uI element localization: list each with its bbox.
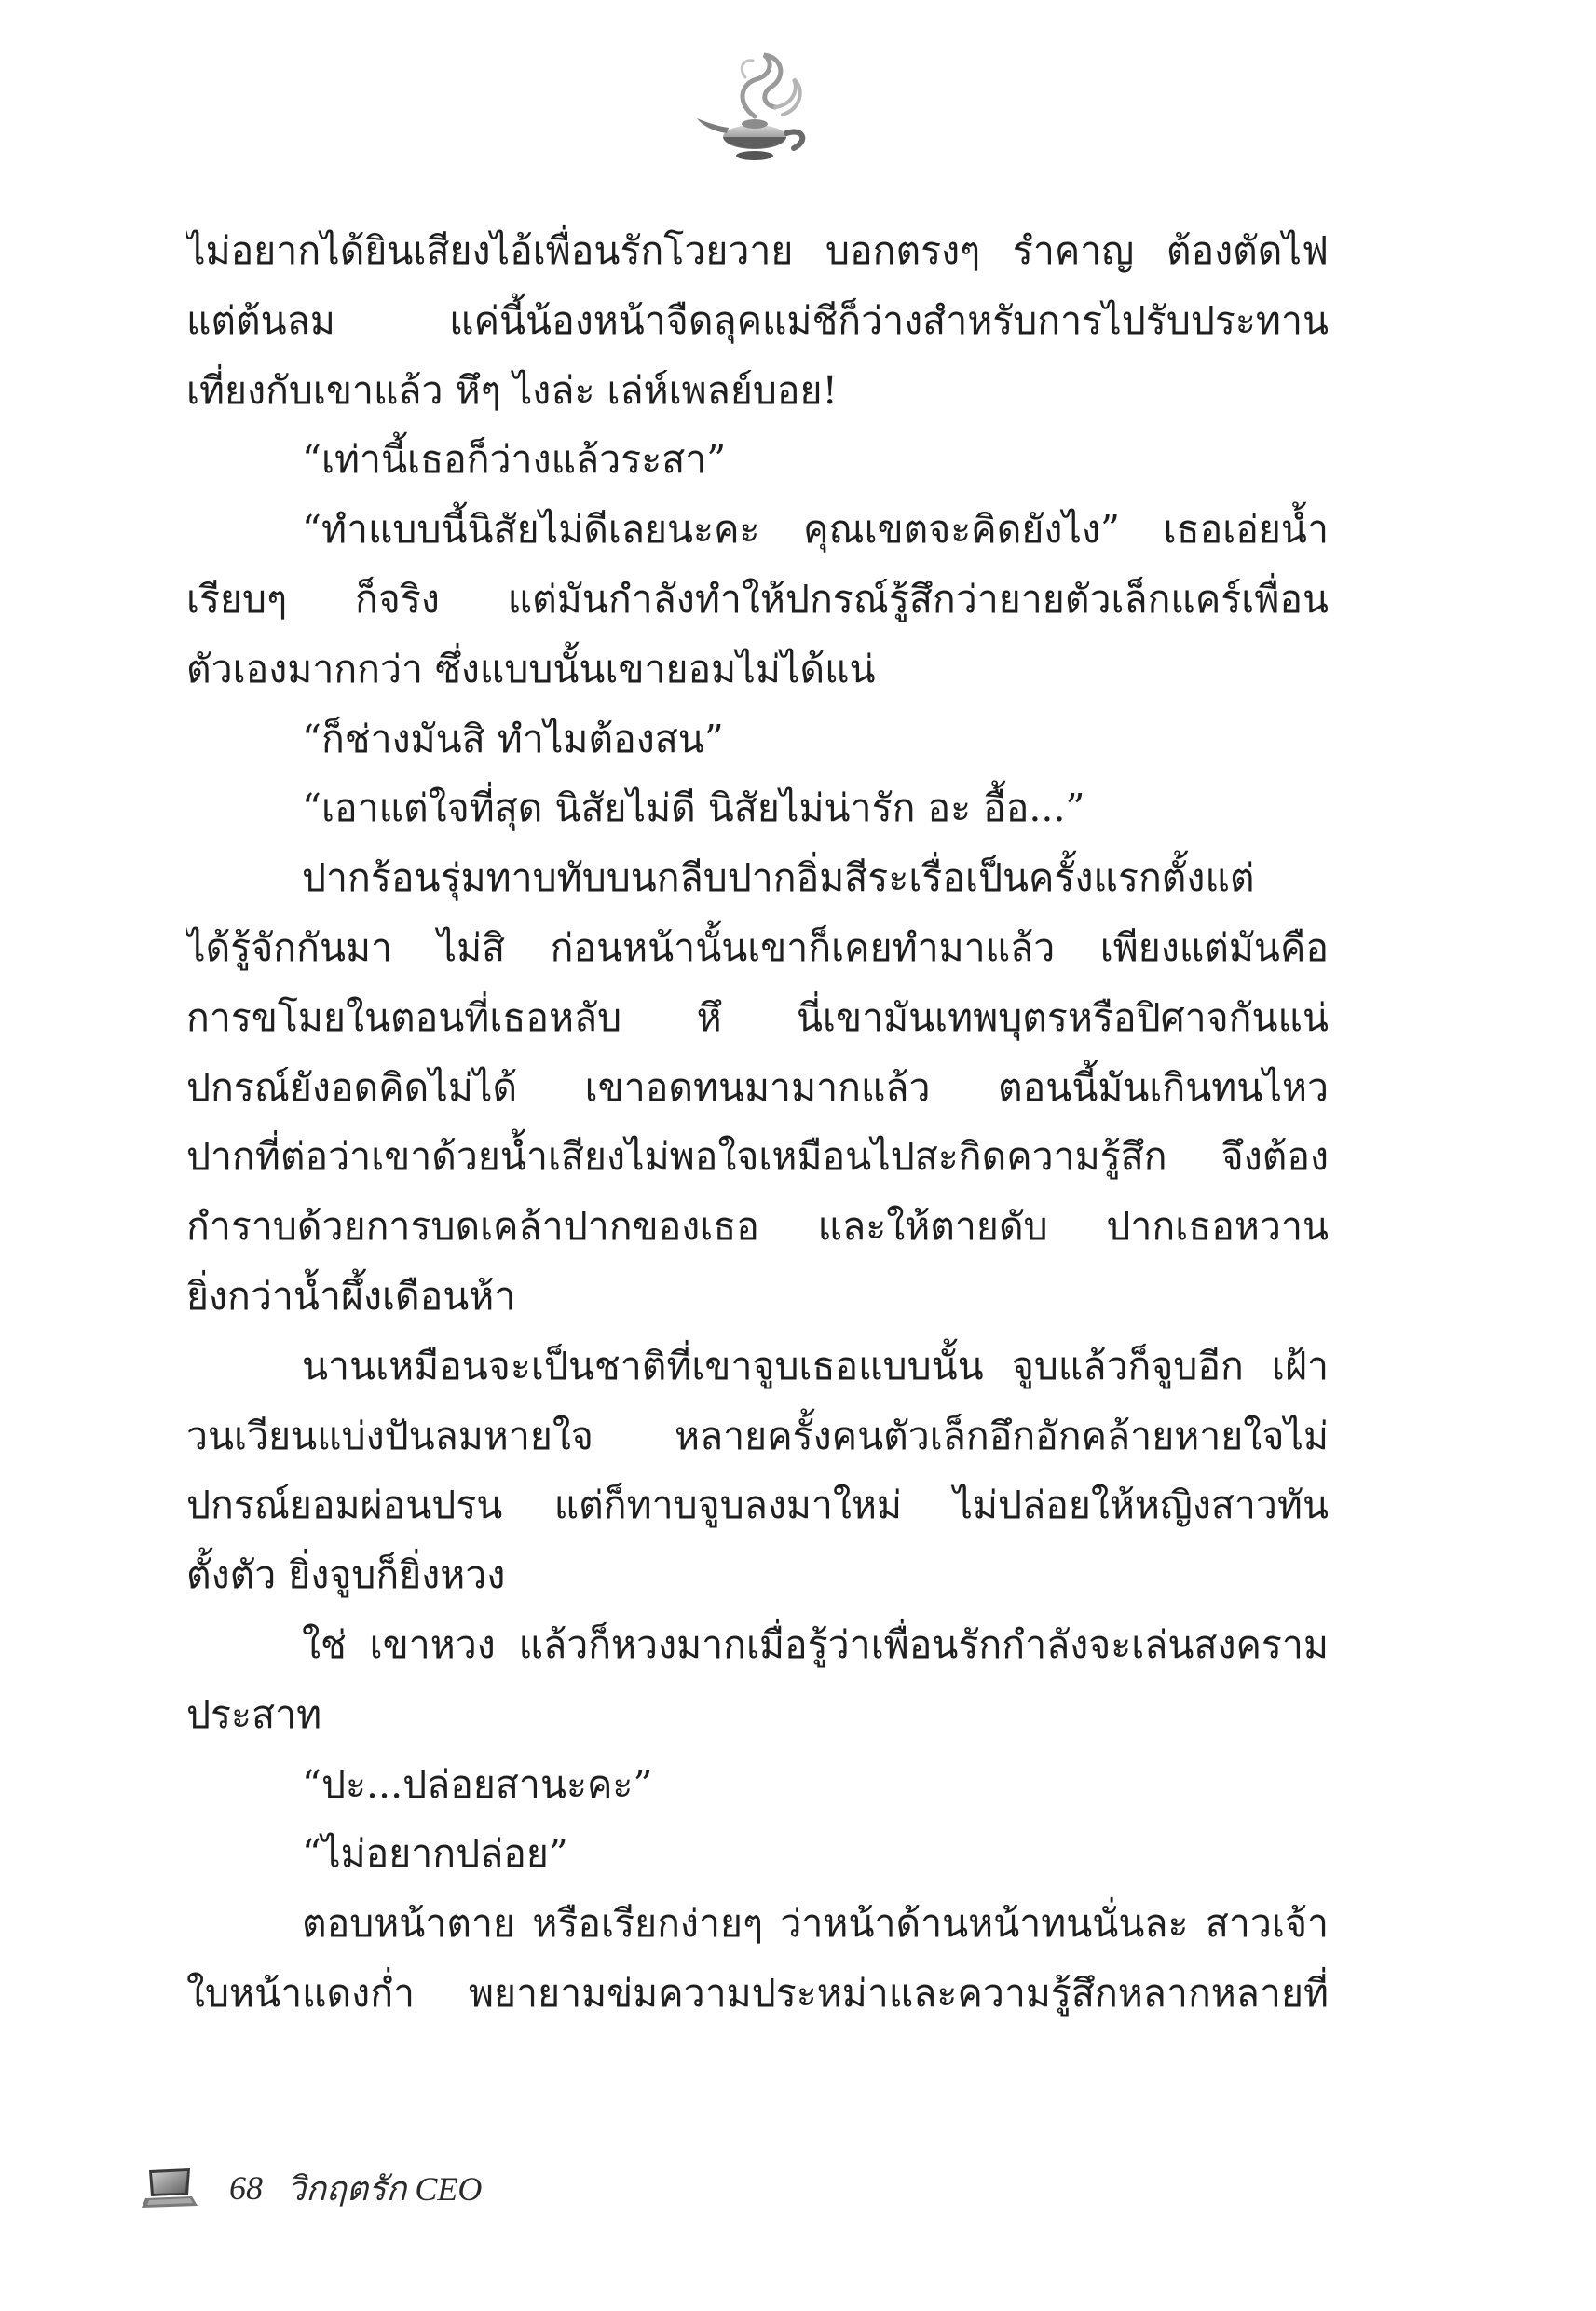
- text-line: ปากที่ต่อว่าเขาด้วยน้ำเสียงไม่พอใจเหมือนไปสะกิดความรู้สึก จึงต้อง: [186, 1134, 1329, 1180]
- text-line: “เอาแต่ใจที่สุด นิสัยไม่ดี นิสัยไม่น่ารัก อะ อื้อ...”: [302, 786, 1085, 831]
- text-line: “ไม่อยากปล่อย”: [302, 1831, 568, 1877]
- text-line: ตัวเองมากกว่า ซึ่งแบบนั้นเขายอมไม่ได้แน่: [186, 646, 876, 691]
- text-line: ใบหน้าแดงก่ำ พยายามข่มความประหม่าและความรู้สึกหลากหลายที่: [186, 1970, 1329, 2016]
- text-line: ยิ่งกว่าน้ำผึ้งเดือนห้า: [186, 1273, 516, 1319]
- text-line: ปากร้อนรุ่มทาบทับบนกลีบปากอิ่มสีระเรื่อเป็นครั้งแรกตั้งแต่: [302, 855, 1255, 901]
- page-number: 68: [229, 2169, 263, 2207]
- text-line: ตอบหน้าตาย หรือเรียกง่ายๆ ว่าหน้าด้านหน้าทนนั่นละ สาวเจ้า: [302, 1901, 1329, 1947]
- text-line: ประสาท: [186, 1691, 322, 1737]
- text-line: ได้รู้จักกันมา ไม่สิ ก่อนหน้านั้นเขาก็เคยทำมาแล้ว เพียงแต่มันคือ: [186, 924, 1329, 970]
- body-text: [186, 216, 1329, 2029]
- text-line: ปกรณ์ยังอดคิดไม่ได้ เขาอดทนมามากแล้ว ตอนนี้มันเกินทนไหว: [186, 1064, 1329, 1110]
- genie-lamp-ornament-icon: [689, 51, 829, 168]
- text-line: การขโมยในตอนที่เธอหลับ หึ นี่เขามันเทพบุตรหรือปิศาจกันแน่: [186, 994, 1329, 1040]
- text-line: “ก็ช่างมันสิ ทำไมต้องสน”: [302, 716, 724, 761]
- text-line: วนเวียนแบ่งปันลมหายใจ หลายครั้งคนตัวเล็กอึกอักคล้ายหายใจไม่: [186, 1413, 1329, 1458]
- text-line: กำราบด้วยการบดเคล้าปากของเธอ และให้ตายดับ ปากเธอหวาน: [186, 1204, 1329, 1250]
- page-footer: [140, 2160, 482, 2216]
- text-line: “เท่านี้เธอก็ว่างแล้วระสา”: [302, 437, 727, 483]
- text-line: เรียบๆ ก็จริง แต่มันกำลังทำให้ปกรณ์รู้สึกว่ายายตัวเล็กแคร์เพื่อน: [186, 576, 1329, 622]
- text-line: เที่ยงกับเขาแล้ว หึๆ ไงล่ะ เล่ห์เพลย์บอย!: [186, 367, 839, 413]
- text-line: ตั้งตัว ยิ่งจูบก็ยิ่งหวง: [186, 1552, 506, 1598]
- text-line: ปกรณ์ยอมผ่อนปรน แต่ก็ทาบจูบลงมาใหม่ ไม่ปล่อยให้หญิงสาวทัน: [186, 1483, 1329, 1528]
- book-title: วิกฤตรัก CEO: [287, 2169, 483, 2208]
- text-line: แต่ต้นลม แค่นี้น้องหน้าจืดลุคแม่ชีก็ว่างสำหรับการไปรับประทาน: [186, 297, 1329, 343]
- text-line: “ปะ...ปล่อยสานะคะ”: [302, 1761, 653, 1807]
- text-line: ใช่ เขาหวง แล้วก็หวงมากเมื่อรู้ว่าเพื่อนรักกำลังจะเล่นสงคราม: [302, 1621, 1329, 1667]
- text-line: “ทำแบบนี้นิสัยไม่ดีเลยนะคะ คุณเขตจะคิดยังไง” เธอเอ่ยน้ำ: [302, 507, 1329, 553]
- text-line: นานเหมือนจะเป็นชาติที่เขาจูบเธอแบบนั้น จูบแล้วก็จูบอีก เฝ้า: [302, 1343, 1329, 1388]
- laptop-icon: [140, 2167, 198, 2209]
- text-line: ไม่อยากได้ยินเสียงไอ้เพื่อนรักโวยวาย บอกตรงๆ รำคาญ ต้องตัดไฟ: [186, 228, 1329, 273]
